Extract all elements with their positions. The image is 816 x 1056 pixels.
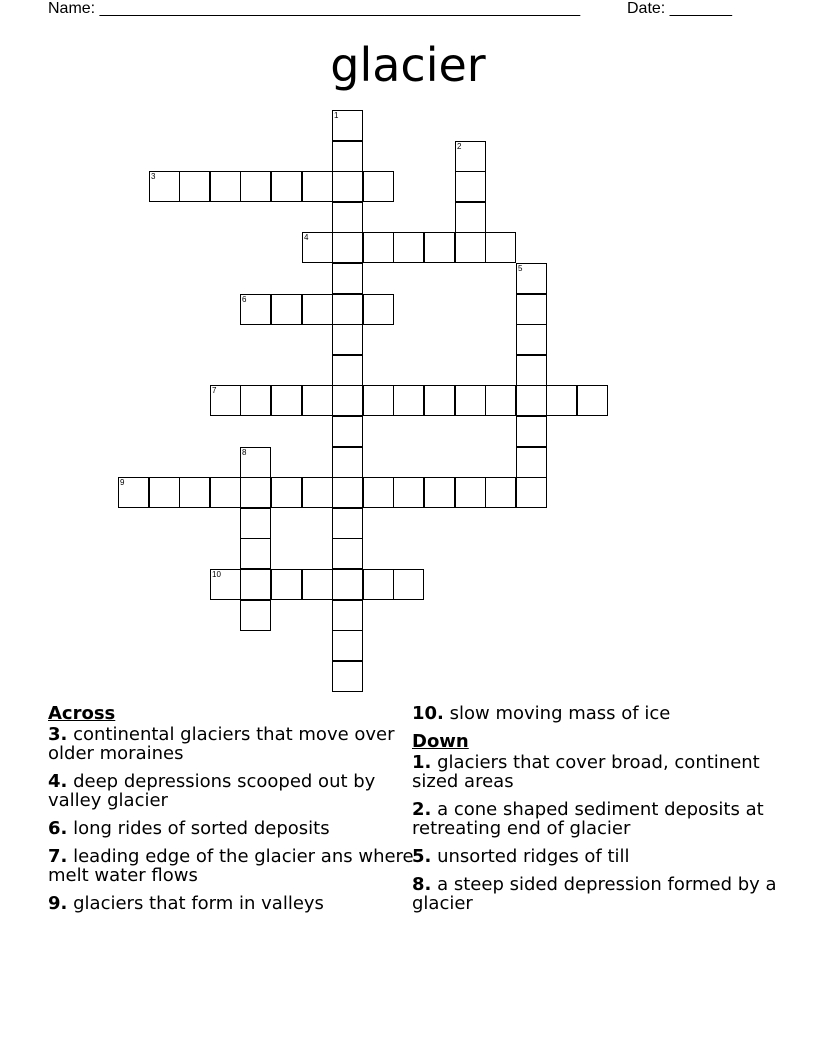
grid-cell[interactable] [455,385,486,416]
grid-cell[interactable] [240,385,271,416]
clue-text: unsorted ridges of till [437,846,630,867]
clue-number: 1. [412,752,432,773]
grid-cell[interactable] [455,477,486,508]
grid-cell[interactable] [363,294,394,325]
clue-text: glaciers that form in valleys [73,893,324,914]
grid-cell[interactable] [332,477,363,508]
grid-cell[interactable] [332,294,363,325]
clue-across-7 [48,847,418,885]
clue-column-left [48,704,418,922]
clue-column-right [412,704,782,922]
grid-cell[interactable] [363,232,394,263]
grid-cell[interactable] [240,600,271,631]
clue-text: a steep sided depression formed by a glacier [412,874,777,914]
grid-cell[interactable] [210,171,241,202]
clue-down-5 [412,847,782,866]
grid-cell-number: 9 [120,478,125,487]
clue-text: a cone shaped sediment deposits at retreating end of glacier [412,799,764,839]
grid-cell[interactable] [332,661,363,692]
grid-cell[interactable] [393,477,424,508]
grid-cell[interactable] [332,508,363,539]
grid-cell-number: 1 [334,111,339,120]
grid-cell[interactable] [149,171,180,202]
clue-across-9 [48,894,418,913]
grid-cell[interactable] [240,538,271,569]
grid-cell[interactable] [149,477,180,508]
clue-across-4 [48,772,418,810]
grid-cell[interactable] [363,477,394,508]
grid-cell[interactable] [516,263,547,294]
grid-cell[interactable] [210,385,241,416]
grid-cell[interactable] [302,569,333,600]
grid-cell[interactable] [516,355,547,386]
grid-cell[interactable] [546,385,577,416]
grid-cell[interactable] [302,171,333,202]
clue-text: deep depressions scooped out by valley glacier [48,771,376,811]
clue-down-1 [412,753,782,791]
grid-cell[interactable] [240,508,271,539]
grid-cell[interactable] [271,171,302,202]
grid-cell[interactable] [485,477,516,508]
clue-number: 4. [48,771,68,792]
down-heading: Down [412,731,469,752]
grid-cell[interactable] [332,355,363,386]
puzzle-title: glacier [330,38,486,92]
grid-cell[interactable] [332,141,363,172]
clue-number: 8. [412,874,432,895]
grid-cell[interactable] [455,141,486,172]
clue-number: 2. [412,799,432,820]
grid-cell[interactable] [302,294,333,325]
grid-cell[interactable] [332,538,363,569]
grid-cell-number: 4 [304,233,309,242]
grid-cell[interactable] [516,385,547,416]
grid-cell[interactable] [363,385,394,416]
grid-cell[interactable] [393,232,424,263]
grid-cell[interactable] [118,477,149,508]
clue-text: glaciers that cover broad, continent sized areas [412,752,760,792]
clue-across-10 [412,704,782,723]
grid-cell[interactable] [516,416,547,447]
grid-cell-number: 2 [457,142,462,151]
grid-cell-number: 7 [212,386,217,395]
grid-cell[interactable] [332,263,363,294]
grid-cell[interactable] [424,385,455,416]
clue-across-3 [48,725,418,763]
grid-cell[interactable] [332,630,363,661]
grid-cell[interactable] [424,477,455,508]
grid-cell[interactable] [393,569,424,600]
grid-cell[interactable] [332,416,363,447]
grid-cell-number: 10 [212,570,221,579]
grid-cell[interactable] [577,385,608,416]
grid-cell[interactable] [332,110,363,141]
clue-text: leading edge of the glacier ans where melt water flows [48,846,414,886]
grid-cell[interactable] [240,477,271,508]
grid-cell[interactable] [455,171,486,202]
grid-cell[interactable] [516,477,547,508]
grid-cell[interactable] [271,477,302,508]
grid-cell-number: 5 [518,264,523,273]
grid-cell[interactable] [455,232,486,263]
grid-cell[interactable] [271,385,302,416]
grid-cell[interactable] [516,324,547,355]
grid-cell[interactable] [332,324,363,355]
clue-number: 9. [48,893,68,914]
grid-cell-number: 3 [151,172,156,181]
grid-cell[interactable] [363,569,394,600]
grid-cell[interactable] [332,171,363,202]
grid-cell-number: 8 [242,448,247,457]
grid-cell[interactable] [240,294,271,325]
across-heading: Across [48,703,116,724]
grid-cell[interactable] [516,294,547,325]
grid-cell[interactable] [302,232,333,263]
name-field-label: Name: ______________________________________________________ [48,0,581,17]
grid-cell[interactable] [332,232,363,263]
clue-across-6 [48,819,418,838]
clue-number: 5. [412,846,432,867]
clue-text: long rides of sorted deposits [73,818,330,839]
grid-cell[interactable] [424,232,455,263]
grid-cell[interactable] [332,569,363,600]
grid-cell[interactable] [332,600,363,631]
clue-down-8 [412,875,782,913]
clue-text: slow moving mass of ice [449,703,671,724]
grid-cell[interactable] [271,569,302,600]
grid-cell[interactable] [332,447,363,478]
clue-number: 7. [48,846,68,867]
grid-cell[interactable] [485,385,516,416]
clue-down-2 [412,800,782,838]
grid-cell[interactable] [210,569,241,600]
date-field-label: Date: _______ [627,0,732,17]
grid-cell[interactable] [179,171,210,202]
grid-cell[interactable] [302,477,333,508]
grid-cell[interactable] [516,447,547,478]
grid-cell[interactable] [363,171,394,202]
clue-number: 6. [48,818,68,839]
grid-cell[interactable] [485,232,516,263]
grid-cell[interactable] [332,202,363,233]
clue-number: 10. [412,703,444,724]
grid-cell-number: 6 [242,295,247,304]
grid-cell[interactable] [332,385,363,416]
grid-cell[interactable] [271,294,302,325]
grid-cell[interactable] [179,477,210,508]
grid-cell[interactable] [302,385,333,416]
grid-cell[interactable] [455,202,486,233]
clue-number: 3. [48,724,68,745]
grid-cell[interactable] [210,477,241,508]
grid-cell[interactable] [240,171,271,202]
clue-text: continental glaciers that move over older moraines [48,724,395,764]
grid-cell[interactable] [393,385,424,416]
grid-cell[interactable] [240,447,271,478]
grid-cell[interactable] [240,569,271,600]
